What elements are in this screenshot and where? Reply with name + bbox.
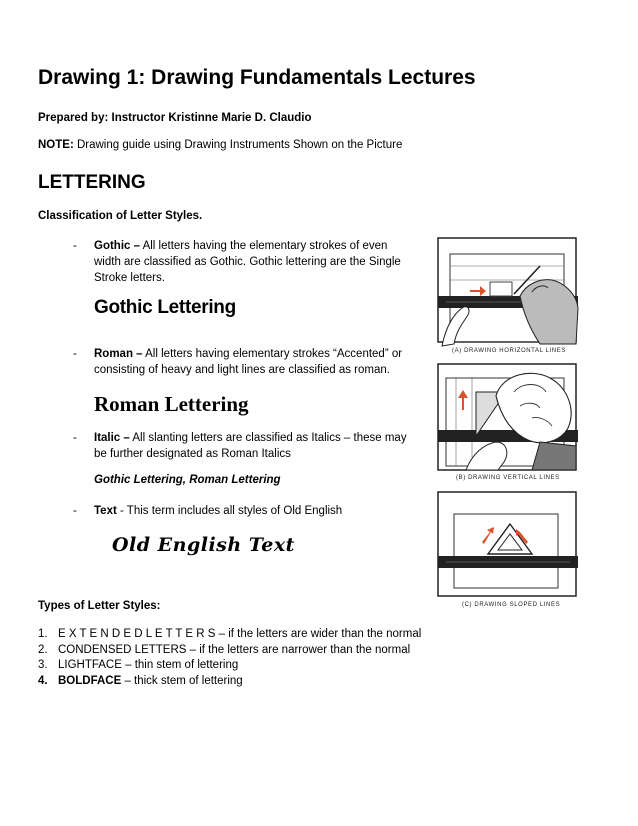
note-label: NOTE: [38, 139, 74, 151]
hand-drawing-horizontal-lines-illustration [436, 236, 582, 348]
section-heading-lettering: LETTERING [38, 172, 146, 193]
type-term: E X T E N D E D L E T T E R S [58, 628, 216, 640]
type-description: – thick stem of lettering [121, 674, 243, 687]
list-item: 3. LIGHTFACE – thin stem of lettering [38, 659, 239, 671]
note-line [38, 139, 402, 151]
style-term: Roman – [94, 348, 143, 360]
list-item: 1. E X T E N D E D L E T T E R S – if the letters are wider than the normal [38, 628, 422, 640]
style-term: Italic – [94, 432, 130, 444]
figure-caption: (B) DRAWING VERTICAL LINES [456, 475, 560, 481]
note-text: Drawing guide using Drawing Instruments Shown on the Picture [73, 139, 403, 151]
style-description: All letters having elementary strokes “Accented” or consisting of heavy and light lines are classified as roman. [94, 348, 403, 376]
bullet-dash: - [73, 505, 77, 517]
classification-heading: Classification of Letter Styles. [38, 210, 203, 222]
types-heading: Types of Letter Styles: [38, 600, 161, 612]
style-item-gothic [94, 238, 412, 286]
types-list [38, 627, 421, 689]
bullet-dash: - [73, 348, 77, 360]
figure-caption: (C) DRAWING SLOPED LINES [462, 602, 561, 608]
bullet-dash: - [73, 432, 77, 444]
sample-roman-lettering: Roman Lettering [94, 392, 249, 416]
style-term: Text [94, 505, 117, 517]
triangle-sloped-lines-illustration [436, 490, 582, 598]
style-description: - This term includes all styles of Old English [116, 505, 343, 517]
type-description: – if the letters are narrower than the normal [186, 643, 411, 656]
page-title: Drawing 1: Drawing Fundamentals Lectures [38, 66, 476, 89]
style-description: All slanting letters are classified as Italics – these may be further designated as Roman Italics [94, 432, 407, 460]
style-description: All letters having the elementary strokes of even width are classified as Gothic. Gothic lettering are the Single Stroke letters. [94, 240, 401, 284]
hand-drawing-vertical-lines-illustration [436, 362, 582, 474]
figure-caption: (A) DRAWING HORIZONTAL LINES [452, 348, 566, 354]
type-description: – thin stem of lettering [121, 659, 239, 671]
type-term: CONDENSED LETTERS [58, 643, 187, 656]
type-description: – if the letters are wider than the normal [215, 628, 422, 640]
sample-gothic-lettering: Gothic Lettering [94, 297, 236, 318]
bullet-dash: - [73, 240, 77, 252]
style-item-italic [94, 430, 412, 462]
style-item-text [94, 503, 412, 519]
sample-italic-lettering: Gothic Lettering, Roman Lettering [94, 474, 281, 486]
type-term: BOLDFACE [58, 674, 122, 687]
sample-old-english-text: Old English Text [112, 534, 295, 556]
list-item: 2. CONDENSED LETTERS – if the letters are narrower than the normal [38, 643, 411, 656]
style-item-roman [94, 346, 412, 378]
type-term: LIGHTFACE [58, 659, 122, 671]
style-term: Gothic – [94, 240, 141, 252]
list-item: 4. BOLDFACE – thick stem of lettering [38, 674, 243, 687]
prepared-by: Prepared by: Instructor Kristinne Marie D. Claudio [38, 112, 312, 124]
